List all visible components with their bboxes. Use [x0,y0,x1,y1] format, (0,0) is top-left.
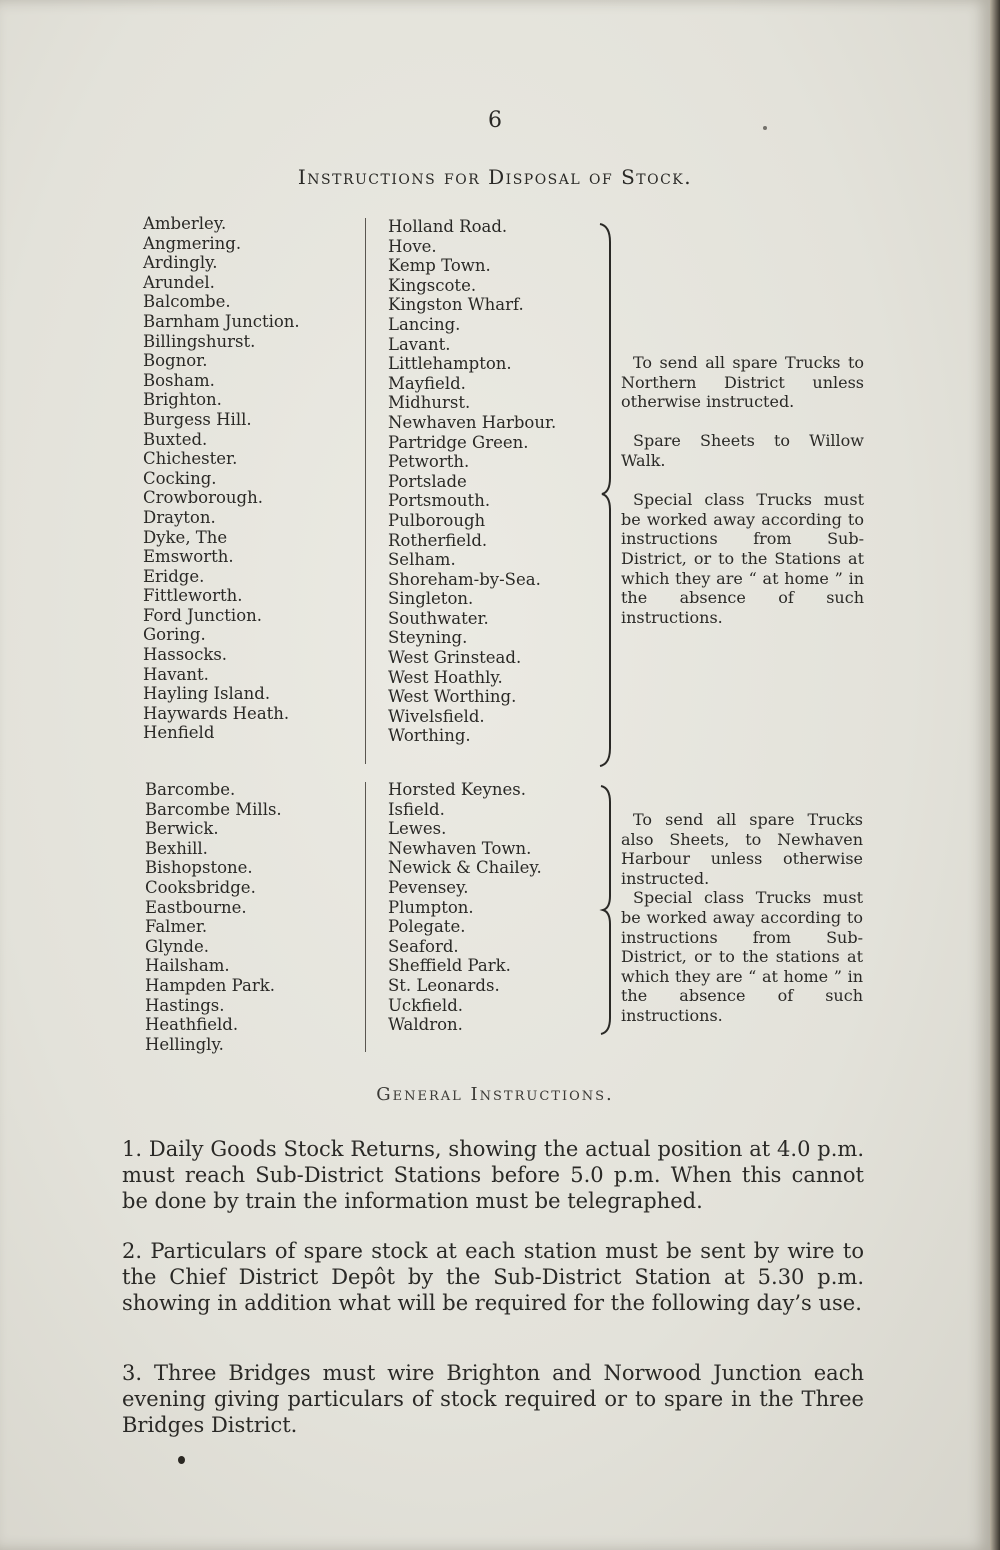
newhaven-stations-column-1 [145,780,282,1054]
general-instruction-1: 1. Daily Goods Stock Returns, showing the actual position at 4.0 p.m. must reach Sub-District Stations before 5.0 p.m. When this cannot be done by train the information must be telegraphed. [122,1137,864,1213]
station-name: Petworth. [388,452,470,472]
northern-stations-column-1 [143,214,300,743]
station-name: Falmer. [145,917,208,937]
station-name: Heathfield. [145,1015,239,1035]
station-name: Singleton. [388,589,474,609]
station-name: Pulborough [388,510,486,530]
station-name: Worthing. [388,726,471,746]
station-name: Ardingly. [143,253,218,273]
station-name: Cocking. [143,468,217,488]
ink-speck [178,1456,185,1464]
station-name: Eastbourne. [145,897,247,917]
station-name: Wivelsfield. [388,706,485,726]
station-name: Crowborough. [143,488,263,508]
station-name: Sheffield Park. [388,956,511,976]
newhaven-note-1: To send all spare Trucks also Sheets, to Newhaven Harbour unless otherwise instructed. [621,810,863,888]
station-name: Kemp Town. [388,256,491,276]
station-name: Havant. [143,664,209,684]
station-name: Amberley. [143,214,227,233]
station-name: Buxted. [143,429,208,449]
section-title: Instructions for Disposal of Stock. [297,165,693,189]
station-name: Cooksbridge. [145,877,256,897]
newhaven-note-2: Special class Trucks must be worked away according to instructions from Sub-District, or to the stations at which they are “ at home ” in the absence of such instructions. [621,888,863,1025]
station-name: Littlehampton. [388,354,512,374]
station-name: Portslade [388,471,467,491]
northern-notes [621,353,864,627]
station-name: Barnham Junction. [143,311,300,331]
station-name: Billingshurst. [143,331,256,351]
station-name: Brighton. [143,390,222,410]
station-name: Southwater. [388,608,489,628]
station-name: Selham. [388,550,456,570]
newhaven-brace [598,784,618,1036]
station-name: Seaford. [388,936,459,956]
station-name: Newick & Chailey. [388,858,542,878]
northern-brace [596,222,618,768]
station-name: St. Leonards. [388,975,500,995]
newhaven-stations-column-2 [388,780,542,1035]
northern-note-3: Special class Trucks must be worked away according to instructions from Sub-District, or to the Stations at which they are “ at home ” in the absence of such instructions. [621,490,864,627]
station-name: Hove. [388,236,437,256]
station-name: Haywards Heath. [143,703,290,723]
station-name: West Grinstead. [388,648,522,668]
station-name: Newhaven Harbour. [388,412,557,432]
station-name: Holland Road. [388,217,508,236]
station-name: Balcombe. [143,292,231,312]
station-name: Barcombe. [145,780,236,799]
northern-stations-column-2 [388,217,556,746]
station-name: Lavant. [388,334,451,354]
station-name: Berwick. [145,819,219,839]
station-name: Mayfield. [388,373,466,393]
station-name: Hayling Island. [143,684,271,704]
station-name: Newhaven Town. [388,838,532,858]
column-divider [365,218,366,764]
station-name: Hellingly. [145,1034,224,1054]
station-name: Lancing. [388,314,461,334]
station-name: Plumpton. [388,897,474,917]
station-name: Rotherfield. [388,530,488,550]
station-name: Bishopstone. [145,858,253,878]
station-name: Uckfield. [388,995,463,1015]
station-name: Lewes. [388,819,447,839]
newhaven-notes [621,810,863,1026]
station-name: Kingston Wharf. [388,295,524,315]
northern-note-2: Spare Sheets to Willow Walk. [621,431,864,470]
station-name: Horsted Keynes. [388,780,526,799]
station-name: Hastings. [145,995,225,1015]
station-name: Emsworth. [143,547,234,567]
station-name: Arundel. [143,272,215,292]
station-name: Bexhill. [145,838,208,858]
station-name: Eridge. [143,566,205,586]
station-name: Goring. [143,625,206,645]
station-name: Burgess Hill. [143,409,252,429]
station-name: Steyning. [388,628,468,648]
station-name: Ford Junction. [143,605,262,625]
station-name: Barcombe Mills. [145,799,282,819]
station-name: Glynde. [145,936,209,956]
station-name: West Worthing. [388,687,517,707]
page-number: 6 [488,108,502,133]
ink-speck [763,126,767,130]
page-edge [990,0,1000,1550]
general-instruction-2: 2. Particulars of spare stock at each station must be sent by wire to the Chief District Depôt by the Sub-District Station at 5.30 p.m. showing in addition what will be required for the following day’s use. [122,1239,864,1315]
station-name: Isfield. [388,799,445,819]
station-name: Angmering. [143,233,242,253]
column-divider-2 [365,782,366,1052]
station-name: Fittleworth. [143,586,243,606]
station-name: Shoreham-by-Sea. [388,569,541,589]
station-name: Pevensey. [388,877,469,897]
station-name: Partridge Green. [388,432,529,452]
northern-note-1: To send all spare Trucks to Northern District unless otherwise instructed. [621,353,864,412]
station-name: Midhurst. [388,393,471,413]
station-name: Polegate. [388,917,466,937]
station-name: Henfield [143,723,215,743]
station-name: Bosham. [143,370,215,390]
station-name: Chichester. [143,449,238,469]
station-name: Hampden Park. [145,975,275,995]
general-instruction-3: 3. Three Bridges must wire Brighton and Norwood Junction each evening giving particulars of stock required or to spare in the Three Bridges District. [122,1361,864,1437]
station-name: Drayton. [143,507,216,527]
general-instructions-title: General Instructions. [376,1084,614,1105]
station-name: Waldron. [388,1015,463,1035]
station-name: Kingscote. [388,275,477,295]
station-name: Dyke, The [143,527,228,547]
station-name: Portsmouth. [388,491,491,511]
station-name: Hailsham. [145,956,230,976]
station-name: Hassocks. [143,645,228,665]
station-name: West Hoathly. [388,667,503,687]
station-name: Bognor. [143,351,208,371]
